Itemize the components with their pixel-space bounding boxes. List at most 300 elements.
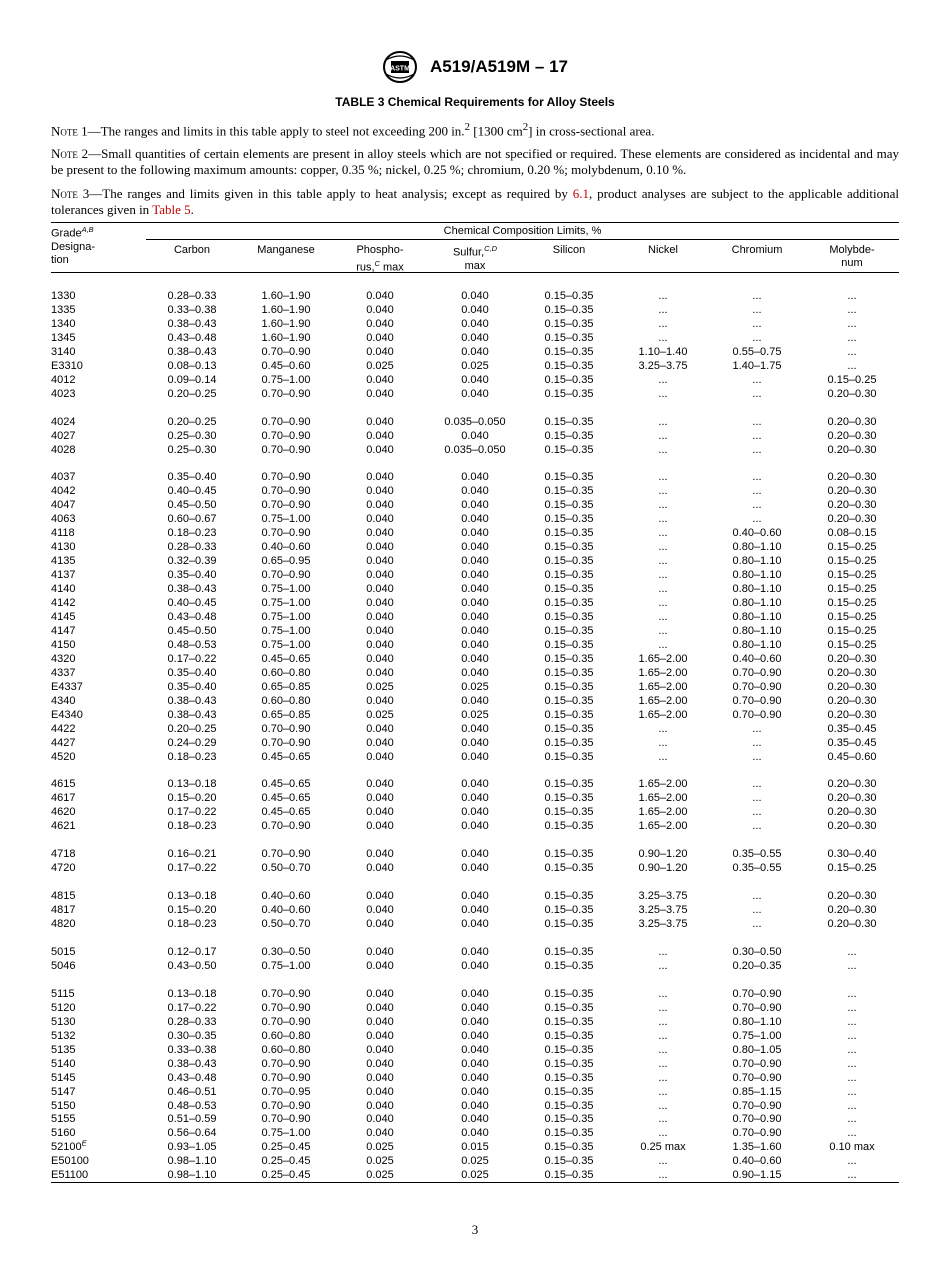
cell-carbon: 0.38–0.43 — [167, 583, 217, 596]
cell-sulfur: 0.040 — [461, 987, 489, 1000]
cell-nickel: ... — [658, 1099, 668, 1112]
cell-manganese: 0.70–0.90 — [261, 499, 311, 512]
note-1: Note 1—The ranges and limits in this table apply to steel not exceeding 200 in.$^2$ [1300 $cm^2$] in cross-sectional area. — [51, 121, 655, 139]
cell-silicon: 0.15–0.35 — [544, 303, 594, 316]
cell-manganese: 0.70–0.90 — [261, 387, 311, 400]
cell-manganese: 0.75–1.00 — [261, 373, 311, 386]
cell-nickel: ... — [658, 331, 668, 344]
table-row — [51, 512, 899, 526]
cell-grade: 4815 — [51, 890, 76, 903]
note-label: Note 1 — [51, 123, 88, 139]
cell-carbon: 0.40–0.45 — [167, 597, 217, 609]
cell-silicon: 0.15–0.35 — [544, 736, 594, 749]
cell-manganese: 0.70–0.90 — [261, 736, 311, 749]
cell-carbon: 0.38–0.43 — [167, 694, 217, 707]
cell-nickel: ... — [658, 1015, 668, 1028]
table-row — [51, 1001, 899, 1015]
cell-manganese: 0.75–1.00 — [261, 583, 311, 596]
note-label: Note 2 — [51, 146, 89, 161]
cell-molybdenum: ... — [847, 1085, 857, 1098]
cell-molybdenum: 0.15–0.25 — [827, 583, 877, 596]
cell-chromium: 0.20–0.35 — [732, 959, 782, 972]
table-row — [51, 1015, 899, 1029]
cell-sulfur: 0.040 — [461, 959, 489, 972]
cell-chromium: ... — [752, 317, 762, 330]
cell-carbon: 0.17–0.22 — [167, 806, 217, 819]
cell-carbon: 0.13–0.18 — [167, 987, 217, 1000]
cell-molybdenum: 0.20–0.30 — [827, 806, 877, 819]
cell-nickel: 3.25–3.75 — [638, 359, 688, 372]
cell-grade: 1340 — [51, 317, 76, 330]
cell-sulfur: 0.035–0.050 — [444, 443, 506, 456]
cell-carbon: 0.30–0.35 — [167, 1029, 217, 1042]
table-row — [51, 722, 899, 736]
table-row — [51, 568, 899, 582]
table-row — [51, 1043, 899, 1057]
cell-chromium: ... — [752, 499, 762, 512]
cell-molybdenum: ... — [847, 1127, 857, 1140]
cell-carbon: 0.48–0.53 — [167, 1099, 217, 1112]
cell-grade: 1345 — [51, 331, 76, 344]
cell-molybdenum: 0.20–0.30 — [827, 387, 877, 400]
cell-carbon: 0.35–0.40 — [167, 569, 217, 582]
cell-chromium: 0.55–0.75 — [732, 345, 782, 358]
cell-chromium: ... — [752, 443, 762, 456]
cell-molybdenum: 0.20–0.30 — [827, 904, 877, 917]
cell-manganese: 0.70–0.90 — [261, 569, 311, 582]
cell-grade: 4340 — [51, 694, 76, 707]
table-row — [51, 1112, 899, 1126]
cell-grade: 4130 — [51, 541, 76, 554]
table-row — [51, 750, 899, 764]
cell-phosphorus: 0.040 — [366, 624, 394, 637]
cell-chromium: ... — [752, 429, 762, 442]
cell-manganese: 0.40–0.60 — [261, 904, 311, 917]
cell-phosphorus: 0.040 — [366, 485, 394, 498]
cell-molybdenum: 0.15–0.25 — [827, 555, 877, 568]
cell-sulfur: 0.040 — [461, 527, 489, 540]
cell-manganese: 0.45–0.60 — [261, 359, 311, 372]
cell-silicon: 0.15–0.35 — [544, 1015, 594, 1028]
cell-molybdenum: 0.20–0.30 — [827, 890, 877, 903]
cell-nickel: 1.65–2.00 — [638, 806, 688, 819]
cell-phosphorus: 0.040 — [366, 1127, 394, 1140]
cell-grade: 3140 — [51, 345, 76, 358]
cell-molybdenum: ... — [847, 1155, 857, 1168]
cell-carbon: 0.25–0.30 — [167, 429, 217, 442]
cell-manganese: 0.45–0.65 — [261, 806, 311, 819]
cell-sulfur: 0.040 — [461, 848, 489, 861]
cell-silicon: 0.15–0.35 — [544, 820, 594, 833]
cell-silicon: 0.15–0.35 — [544, 611, 594, 623]
cell-chromium: 0.80–1.10 — [732, 555, 782, 568]
cell-chromium: 0.70–0.90 — [732, 1113, 782, 1126]
cell-sulfur: 0.040 — [461, 736, 489, 749]
cell-grade: $52100^E$ — [51, 1138, 87, 1154]
cell-chromium: 0.70–0.90 — [732, 708, 782, 721]
note-2: Note 2—Small quantities of certain elements are present in alloy steels which are not specified or required. These elements are considered as incidental and may be present to the following maximum amounts: copper, 0.35 %; nickel, 0.25 %; chromium, 0.20 %; molybdenum, 0.10 %. — [51, 146, 899, 177]
document-header — [0, 50, 950, 84]
table-row — [51, 303, 899, 317]
cell-nickel: ... — [658, 750, 668, 763]
cell-sulfur: 0.040 — [461, 555, 489, 568]
cell-phosphorus: 0.025 — [366, 1155, 394, 1168]
cell-grade: 4037 — [51, 471, 76, 484]
cell-grade: 4028 — [51, 443, 76, 456]
cell-chromium: ... — [752, 303, 762, 316]
cell-grade: 4320 — [51, 652, 76, 665]
table-row — [51, 540, 899, 554]
cell-carbon: 0.12–0.17 — [167, 946, 217, 958]
cell-sulfur: 0.040 — [461, 638, 489, 651]
cell-manganese: 0.60–0.80 — [261, 694, 311, 707]
cell-chromium: 0.70–0.90 — [732, 666, 782, 679]
cell-carbon: 0.24–0.29 — [167, 736, 217, 749]
cell-sulfur: 0.040 — [461, 890, 489, 903]
cell-nickel: 0.90–1.20 — [638, 848, 688, 861]
cell-silicon: 0.15–0.35 — [544, 1141, 594, 1154]
table-row — [51, 777, 899, 791]
table-top-rule — [51, 222, 899, 223]
cell-phosphorus: 0.040 — [366, 303, 394, 316]
cell-molybdenum: 0.20–0.30 — [827, 680, 877, 693]
cell-molybdenum: 0.20–0.30 — [827, 708, 877, 721]
cell-chromium: 0.90–1.15 — [732, 1169, 782, 1182]
cell-chromium: ... — [752, 373, 762, 386]
cell-nickel: ... — [658, 527, 668, 540]
cell-phosphorus: 0.040 — [366, 583, 394, 596]
cell-carbon: 0.38–0.43 — [167, 708, 217, 721]
cell-molybdenum: 0.35–0.45 — [827, 736, 877, 749]
cell-nickel: 1.65–2.00 — [638, 652, 688, 665]
cell-phosphorus: 0.025 — [366, 1141, 394, 1154]
cell-carbon: 0.09–0.14 — [167, 373, 217, 386]
cell-carbon: 0.20–0.25 — [167, 722, 217, 735]
cell-carbon: 0.13–0.18 — [167, 890, 217, 903]
cell-silicon: 0.15–0.35 — [544, 597, 594, 609]
cell-molybdenum: ... — [847, 946, 857, 958]
cell-sulfur: 0.040 — [461, 331, 489, 344]
cell-silicon: 0.15–0.35 — [544, 1043, 594, 1056]
cell-manganese: 1.60–1.90 — [261, 303, 311, 316]
cell-sulfur: 0.040 — [461, 429, 489, 442]
table-bottom-rule — [51, 1182, 899, 1183]
cell-chromium: ... — [752, 806, 762, 819]
cell-grade: 5155 — [51, 1113, 76, 1126]
cell-grade: 4047 — [51, 499, 76, 512]
cell-carbon: 0.43–0.50 — [167, 959, 217, 972]
cell-silicon: 0.15–0.35 — [544, 750, 594, 763]
cell-nickel: 0.25 max — [640, 1141, 686, 1154]
cell-carbon: 0.20–0.25 — [167, 415, 217, 428]
cell-molybdenum: 0.15–0.25 — [827, 541, 877, 554]
cell-grade: E3310 — [51, 359, 83, 372]
cell-grade: 4118 — [51, 527, 75, 540]
cell-phosphorus: 0.025 — [366, 680, 394, 693]
cell-grade: 4617 — [51, 792, 76, 805]
cell-nickel: ... — [658, 1001, 668, 1014]
cell-molybdenum: 0.20–0.30 — [827, 443, 877, 456]
cell-silicon: 0.15–0.35 — [544, 429, 594, 442]
cell-grade: 1335 — [51, 303, 76, 316]
group-header: Chemical Composition Limits, % — [443, 225, 602, 237]
cell-sulfur: 0.040 — [461, 946, 489, 958]
cell-molybdenum: ... — [847, 1113, 857, 1126]
cell-sulfur: 0.025 — [461, 359, 489, 372]
cell-nickel: ... — [658, 946, 668, 958]
cell-silicon: 0.15–0.35 — [544, 778, 594, 791]
cell-sulfur: 0.040 — [461, 499, 489, 512]
cell-chromium: ... — [752, 387, 762, 400]
cell-silicon: 0.15–0.35 — [544, 1071, 594, 1084]
cell-manganese: 0.75–1.00 — [261, 1127, 311, 1140]
cell-phosphorus: 0.040 — [366, 806, 394, 819]
cell-nickel: ... — [658, 736, 668, 749]
cell-sulfur: 0.040 — [461, 611, 489, 623]
cell-silicon: 0.15–0.35 — [544, 862, 594, 875]
cell-nickel: ... — [658, 722, 668, 735]
cell-grade: 4042 — [51, 485, 76, 498]
cell-sulfur: 0.040 — [461, 1057, 489, 1070]
cell-chromium: ... — [752, 722, 762, 735]
cell-sulfur: 0.025 — [461, 708, 489, 721]
cell-molybdenum: 0.35–0.45 — [827, 722, 877, 735]
cell-molybdenum: 0.15–0.25 — [827, 624, 877, 637]
cell-nickel: ... — [658, 1043, 668, 1056]
cell-phosphorus: 0.040 — [366, 471, 394, 484]
cell-grade: 5135 — [51, 1043, 76, 1056]
cell-sulfur: 0.040 — [461, 1001, 489, 1014]
cell-phosphorus: 0.040 — [366, 1085, 394, 1098]
table-row — [51, 317, 899, 331]
section-link[interactable]: 6.1 — [572, 186, 590, 201]
cell-silicon: 0.15–0.35 — [544, 1085, 594, 1098]
cell-phosphorus: 0.040 — [366, 1001, 394, 1014]
cell-phosphorus: 0.040 — [366, 987, 394, 1000]
table-row — [51, 624, 899, 638]
cell-sulfur: 0.040 — [461, 1085, 489, 1098]
cell-chromium: 0.80–1.10 — [732, 597, 782, 609]
cell-chromium: 0.70–0.90 — [732, 680, 782, 693]
cell-grade: 4337 — [51, 666, 76, 679]
cell-carbon: 0.32–0.39 — [167, 555, 217, 568]
cell-nickel: 3.25–3.75 — [638, 904, 688, 917]
cell-phosphorus: 0.040 — [366, 946, 394, 958]
cell-sulfur: 0.040 — [461, 904, 489, 917]
cell-carbon: 0.08–0.13 — [167, 359, 217, 372]
cell-grade: 4718 — [51, 848, 76, 861]
cell-manganese: 0.70–0.90 — [261, 1099, 311, 1112]
cell-nickel: ... — [658, 1113, 668, 1126]
table-link[interactable]: Table 5 — [152, 202, 191, 217]
cell-sulfur: 0.040 — [461, 569, 489, 582]
cell-grade: 4150 — [51, 638, 76, 651]
cell-silicon: 0.15–0.35 — [544, 1001, 594, 1014]
table-row — [51, 484, 899, 498]
cell-phosphorus: 0.040 — [366, 862, 394, 875]
cell-grade: 1330 — [51, 290, 76, 302]
cell-molybdenum: 0.30–0.40 — [827, 848, 877, 861]
cell-sulfur: 0.040 — [461, 485, 489, 498]
cell-nickel: ... — [658, 555, 668, 568]
cell-grade: 5150 — [51, 1099, 76, 1112]
cell-chromium: 0.80–1.10 — [732, 611, 782, 623]
cell-chromium: 0.80–1.05 — [732, 1043, 782, 1056]
cell-chromium: 0.80–1.10 — [732, 624, 782, 637]
cell-manganese: 0.50–0.70 — [261, 918, 311, 930]
cell-silicon: 0.15–0.35 — [544, 987, 594, 1000]
cell-chromium: 0.70–0.90 — [732, 1057, 782, 1070]
cell-manganese: 0.40–0.60 — [261, 541, 311, 554]
cell-sulfur: 0.040 — [461, 1113, 489, 1126]
cell-phosphorus: 0.040 — [366, 555, 394, 568]
table-row — [51, 582, 899, 596]
cell-grade: 5120 — [51, 1001, 76, 1014]
cell-silicon: 0.15–0.35 — [544, 1127, 594, 1140]
cell-carbon: 0.18–0.23 — [167, 918, 217, 930]
cell-silicon: 0.15–0.35 — [544, 583, 594, 596]
cell-nickel: 1.65–2.00 — [638, 820, 688, 833]
group-header-rule — [146, 239, 899, 240]
cell-phosphorus: 0.040 — [366, 959, 394, 972]
column-header-silicon: Silicon — [552, 244, 586, 256]
cell-silicon: 0.15–0.35 — [544, 792, 594, 805]
cell-chromium: 0.80–1.10 — [732, 1015, 782, 1028]
cell-manganese: 0.75–1.00 — [261, 513, 311, 526]
cell-molybdenum: ... — [847, 1029, 857, 1042]
cell-manganese: 0.70–0.90 — [261, 415, 311, 428]
table-row — [51, 652, 899, 666]
cell-silicon: 0.15–0.35 — [544, 680, 594, 693]
cell-carbon: 0.38–0.43 — [167, 345, 217, 358]
cell-grade: 4615 — [51, 778, 76, 791]
cell-sulfur: 0.040 — [461, 541, 489, 554]
cell-carbon: 0.16–0.21 — [167, 848, 217, 861]
cell-nickel: ... — [658, 387, 668, 400]
table-row — [51, 1140, 899, 1154]
cell-molybdenum: ... — [847, 1001, 857, 1014]
cell-carbon: 0.17–0.22 — [167, 1001, 217, 1014]
cell-carbon: 0.35–0.40 — [167, 680, 217, 693]
cell-sulfur: 0.025 — [461, 680, 489, 693]
cell-nickel: ... — [658, 987, 668, 1000]
cell-silicon: 0.15–0.35 — [544, 722, 594, 735]
cell-phosphorus: 0.040 — [366, 750, 394, 763]
cell-molybdenum: ... — [847, 1169, 857, 1182]
cell-phosphorus: 0.040 — [366, 1113, 394, 1126]
cell-sulfur: 0.040 — [461, 1015, 489, 1028]
cell-sulfur: 0.015 — [461, 1141, 489, 1154]
table-row — [51, 861, 899, 875]
cell-manganese: 0.65–0.85 — [261, 680, 311, 693]
table-row — [51, 289, 899, 303]
cell-manganese: 0.45–0.65 — [261, 792, 311, 805]
cell-carbon: 0.93–1.05 — [167, 1141, 217, 1154]
cell-carbon: 0.35–0.40 — [167, 471, 217, 484]
cell-carbon: 0.13–0.18 — [167, 778, 217, 791]
cell-nickel: ... — [658, 415, 668, 428]
table-row — [51, 819, 899, 833]
cell-nickel: ... — [658, 485, 668, 498]
cell-grade: 4023 — [51, 387, 76, 400]
cell-phosphorus: 0.025 — [366, 708, 394, 721]
cell-carbon: 0.20–0.25 — [167, 387, 217, 400]
column-header-carbon: Carbon — [173, 244, 211, 256]
cell-sulfur: 0.040 — [461, 666, 489, 679]
cell-chromium: ... — [752, 890, 762, 903]
cell-molybdenum: 0.20–0.30 — [827, 415, 877, 428]
cell-carbon: 0.51–0.59 — [167, 1113, 217, 1126]
cell-phosphorus: 0.040 — [366, 387, 394, 400]
cell-carbon: 0.48–0.53 — [167, 638, 217, 651]
cell-nickel: ... — [658, 1085, 668, 1098]
cell-silicon: 0.15–0.35 — [544, 918, 594, 930]
cell-chromium: ... — [752, 415, 762, 428]
cell-molybdenum: 0.15–0.25 — [827, 569, 877, 582]
cell-phosphorus: 0.040 — [366, 317, 394, 330]
cell-phosphorus: 0.040 — [366, 792, 394, 805]
cell-chromium: 0.75–1.00 — [732, 1029, 782, 1042]
cell-chromium: 0.70–0.90 — [732, 1099, 782, 1112]
note-label: Note 3 — [51, 186, 90, 201]
cell-chromium: 0.80–1.10 — [732, 541, 782, 554]
cell-carbon: 0.98–1.10 — [167, 1169, 217, 1182]
cell-nickel: 1.65–2.00 — [638, 708, 688, 721]
cell-carbon: 0.28–0.33 — [167, 541, 217, 554]
cell-carbon: 0.28–0.33 — [167, 290, 217, 302]
cell-manganese: 0.75–1.00 — [261, 638, 311, 651]
cell-silicon: 0.15–0.35 — [544, 387, 594, 400]
cell-carbon: 0.28–0.33 — [167, 1015, 217, 1028]
cell-nickel: ... — [658, 541, 668, 554]
cell-nickel: ... — [658, 499, 668, 512]
cell-manganese: 0.65–0.95 — [261, 555, 311, 568]
cell-phosphorus: 0.040 — [366, 890, 394, 903]
cell-sulfur: 0.040 — [461, 290, 489, 302]
cell-sulfur: 0.040 — [461, 694, 489, 707]
table-row — [51, 903, 899, 917]
cell-manganese: 0.25–0.45 — [261, 1169, 311, 1182]
cell-grade: 4817 — [51, 904, 76, 917]
cell-phosphorus: 0.040 — [366, 513, 394, 526]
cell-phosphorus: 0.040 — [366, 1029, 394, 1042]
table-row — [51, 736, 899, 750]
cell-grade: 4720 — [51, 862, 76, 875]
cell-phosphorus: 0.040 — [366, 638, 394, 651]
table-row — [51, 666, 899, 680]
cell-molybdenum: 0.20–0.30 — [827, 652, 877, 665]
cell-sulfur: 0.040 — [461, 862, 489, 875]
cell-molybdenum: ... — [847, 303, 857, 316]
cell-grade: 4520 — [51, 750, 76, 763]
cell-silicon: 0.15–0.35 — [544, 373, 594, 386]
cell-grade: 4024 — [51, 415, 76, 428]
column-header-phosphorus: Phospho- rus,$^C$ max — [356, 244, 404, 274]
cell-silicon: 0.15–0.35 — [544, 1029, 594, 1042]
cell-carbon: 0.18–0.23 — [167, 820, 217, 833]
cell-nickel: ... — [658, 1057, 668, 1070]
cell-carbon: 0.18–0.23 — [167, 527, 217, 540]
cell-manganese: 0.60–0.80 — [261, 1029, 311, 1042]
table-row — [51, 708, 899, 722]
cell-chromium: 0.70–0.90 — [732, 1001, 782, 1014]
table-row — [51, 429, 899, 443]
cell-nickel: ... — [658, 429, 668, 442]
cell-nickel: 1.65–2.00 — [638, 778, 688, 791]
cell-chromium: ... — [752, 792, 762, 805]
cell-phosphorus: 0.040 — [366, 527, 394, 540]
cell-molybdenum: ... — [847, 290, 857, 302]
